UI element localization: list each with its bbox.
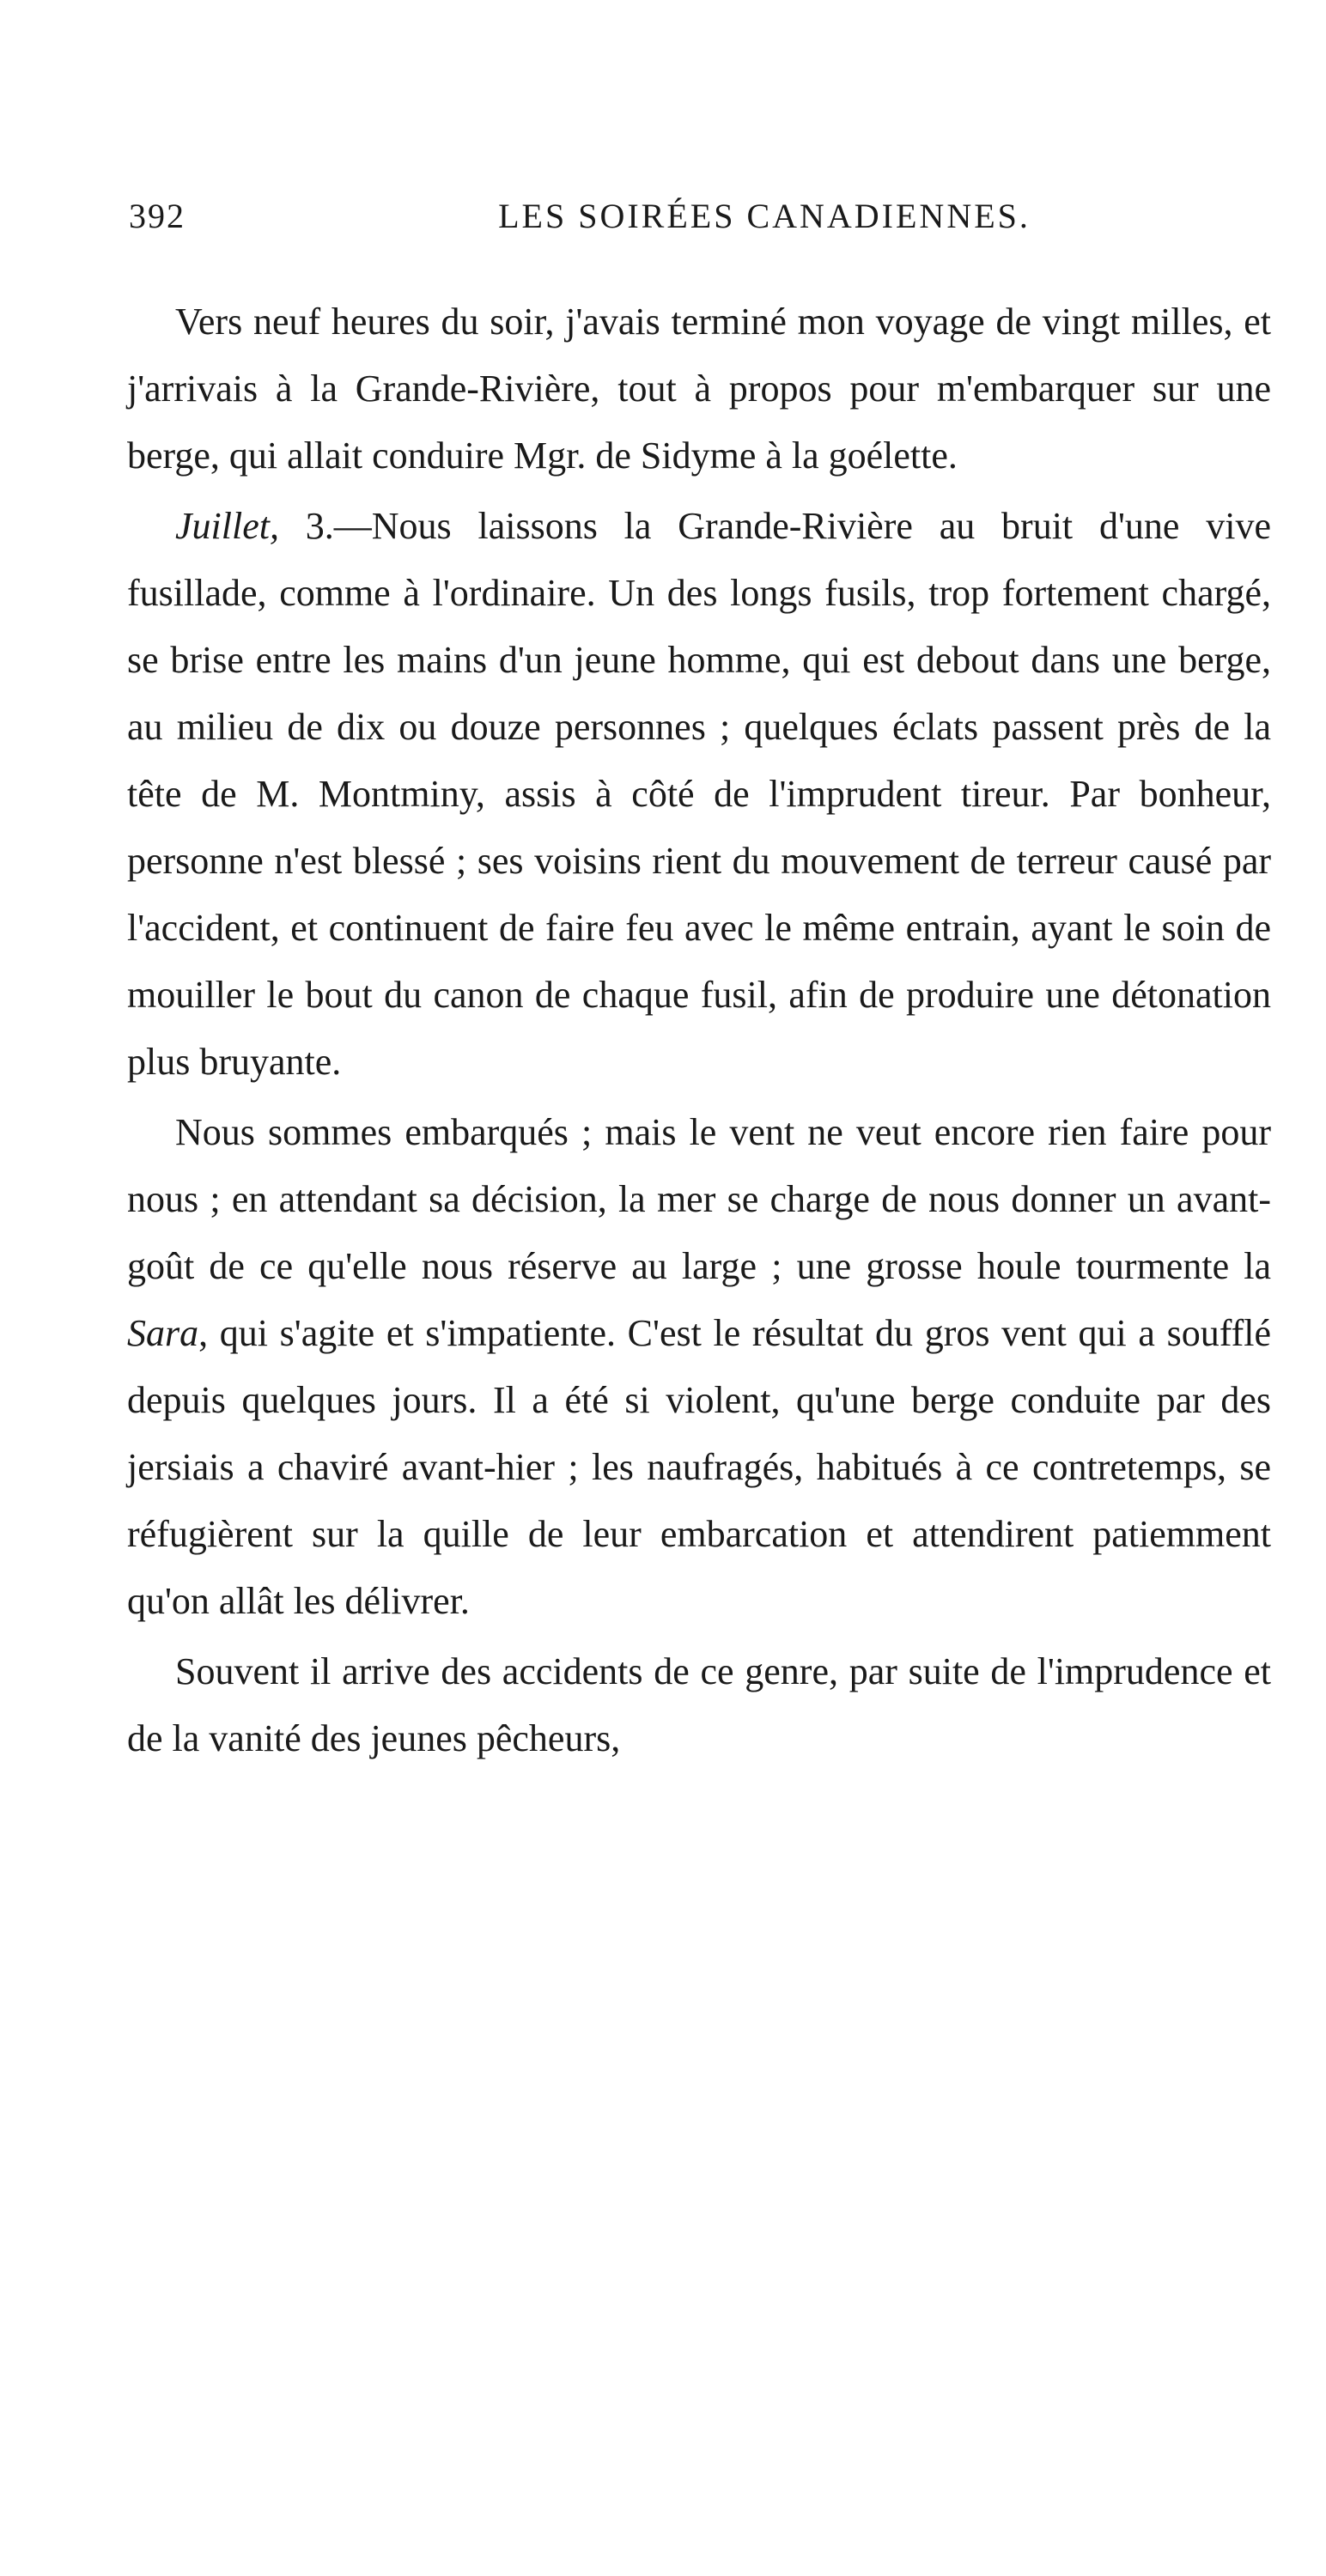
page-number: 392 [129,197,186,235]
paragraph-3-text-after: , qui s'agite et s'impatiente. C'est le résultat du gros vent qui a soufflé depuis quelques jours. Il a été si violent, qu'une berge conduite par des jersiais a chaviré avant-hier ; les naufragés, habitués à ce contretemps, se réfugièrent sur la quille de leur embarcation et attendirent patiemment qu'on allât les délivrer. [127,1312,1271,1622]
running-title: LES SOIRÉES CANADIENNES. [498,197,1031,235]
paragraph-2-text: 3.—Nous laissons la Grande-Rivière au bruit d'une vive fusillade, comme à l'ordinaire. Un des longs fusils, trop fortement chargé, se brise entre les mains d'un jeune homme, qui est debout dans une berge, au milieu de dix ou douze personnes ; quelques éclats passent près de la tête de M. Montminy, assis à côté de l'imprudent tireur. Par bonheur, personne n'est blessé ; ses voisins rient du mouvement de terreur causé par l'accident, et continuent de faire feu avec le même entrain, ayant le soin de mouiller le bout du canon de chaque fusil, afin de produire une détonation plus bruyante. [127,505,1271,1083]
paragraph-4 [127,1638,1271,1772]
paragraph-2 [127,493,1271,1096]
paragraph-4-text: Souvent il arrive des accidents de ce genre, par suite de l'imprudence et de la vanité des jeunes pêcheurs, [127,1650,1271,1759]
paragraph-1 [127,289,1271,489]
paragraph-1-text: Vers neuf heures du soir, j'avais terminé mon voyage de vingt milles, et j'arrivais à la Grande-Rivière, tout à propos pour m'embarquer sur une berge, qui allait conduire Mgr. de Sidyme à la goélette. [127,301,1271,477]
running-head [129,196,1271,247]
paragraph-3 [127,1099,1271,1635]
paragraph-3-text-before: Nous sommes embarqués ; mais le vent ne veut encore rien faire pour nous ; en attendant sa décision, la mer se charge de nous donner un avant-goût de ce qu'elle nous réserve au large ; une grosse houle tourmente la [127,1111,1271,1287]
date-lead: Juillet, [175,505,279,547]
ship-name: Sara [127,1312,199,1354]
body-text [127,289,1271,1772]
